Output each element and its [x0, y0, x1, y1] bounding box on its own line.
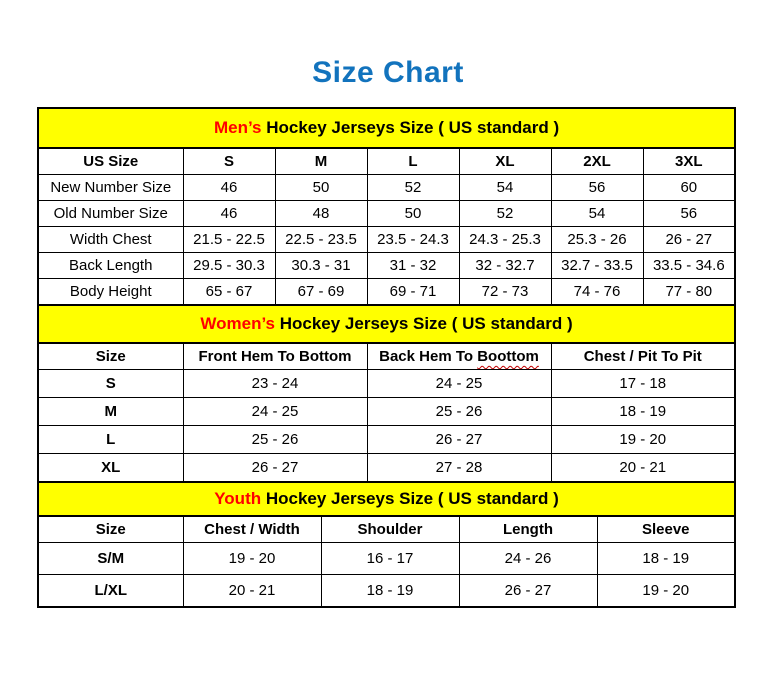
mens-banner-highlight: Men’s [213, 118, 262, 137]
youth-col-header-shoulder: Shoulder [321, 516, 459, 543]
mens-header-row [38, 148, 735, 175]
table-cell: 52 [459, 201, 551, 227]
womens-banner-text: Hockey Jerseys Size ( US standard ) [275, 314, 573, 333]
table-cell: 32.7 - 33.5 [551, 253, 643, 279]
table-row-new-number-size [38, 175, 735, 201]
table-cell: 25.3 - 26 [551, 227, 643, 253]
table-cell: 72 - 73 [459, 279, 551, 306]
table-cell: 54 [459, 175, 551, 201]
youth-banner-text: Hockey Jerseys Size ( US standard ) [261, 489, 559, 508]
table-row-back-length [38, 253, 735, 279]
womens-size-table [37, 304, 736, 483]
table-cell: 54 [551, 201, 643, 227]
men-col-header-xl: XL [459, 148, 551, 175]
row-label: L [38, 426, 183, 454]
men-col-header-m: M [275, 148, 367, 175]
table-cell: 50 [275, 175, 367, 201]
table-row-body-height [38, 279, 735, 306]
women-col-header-chest: Chest / Pit To Pit [551, 343, 735, 370]
table-cell: 24 - 25 [367, 370, 551, 398]
table-cell: 23 - 24 [183, 370, 367, 398]
table-cell: 19 - 20 [551, 426, 735, 454]
men-col-header-2xl: 2XL [551, 148, 643, 175]
table-cell: 32 - 32.7 [459, 253, 551, 279]
row-label: L/XL [38, 575, 183, 608]
table-cell: 48 [275, 201, 367, 227]
table-cell: 25 - 26 [367, 398, 551, 426]
table-row-women-xl [38, 454, 735, 483]
table-row-old-number-size [38, 201, 735, 227]
table-cell: 21.5 - 22.5 [183, 227, 275, 253]
womens-section-header [38, 305, 735, 343]
women-col-header-size: Size [38, 343, 183, 370]
size-chart-container [37, 107, 734, 608]
youth-col-header-chest-width: Chest / Width [183, 516, 321, 543]
mens-banner-text: Hockey Jerseys Size ( US standard ) [261, 118, 560, 137]
table-cell: 33.5 - 34.6 [643, 253, 735, 279]
table-row-youth-sm [38, 543, 735, 575]
table-cell: 50 [367, 201, 459, 227]
table-row-women-l [38, 426, 735, 454]
table-row-women-m [38, 398, 735, 426]
table-cell: 31 - 32 [367, 253, 459, 279]
youth-banner-highlight: Youth [214, 489, 262, 508]
table-cell: 20 - 21 [183, 575, 321, 608]
table-cell: 16 - 17 [321, 543, 459, 575]
table-cell: 26 - 27 [183, 454, 367, 483]
table-cell: 26 - 27 [367, 426, 551, 454]
table-cell: 65 - 67 [183, 279, 275, 306]
row-label: New Number Size [38, 175, 183, 201]
table-cell: 19 - 20 [597, 575, 735, 608]
table-cell: 56 [643, 201, 735, 227]
row-label: Body Height [38, 279, 183, 306]
table-cell: 23.5 - 24.3 [367, 227, 459, 253]
men-col-header-us-size: US Size [38, 148, 183, 175]
men-col-header-s: S [183, 148, 275, 175]
youth-section-header [38, 482, 735, 516]
table-cell: 18 - 19 [597, 543, 735, 575]
row-label: S [38, 370, 183, 398]
table-cell: 18 - 19 [321, 575, 459, 608]
womens-banner-highlight: Women’s [200, 314, 275, 333]
youth-size-table [37, 481, 736, 608]
row-label: Width Chest [38, 227, 183, 253]
table-cell: 60 [643, 175, 735, 201]
womens-banner-row [38, 305, 735, 343]
table-cell: 46 [183, 175, 275, 201]
table-cell: 52 [367, 175, 459, 201]
row-label: S/M [38, 543, 183, 575]
mens-section-header [38, 108, 735, 148]
mens-size-table [37, 107, 736, 306]
youth-col-header-sleeve: Sleeve [597, 516, 735, 543]
table-cell: 24 - 26 [459, 543, 597, 575]
mens-banner-row [38, 108, 735, 148]
men-col-header-l: L [367, 148, 459, 175]
row-label: Old Number Size [38, 201, 183, 227]
table-cell: 29.5 - 30.3 [183, 253, 275, 279]
table-cell: 30.3 - 31 [275, 253, 367, 279]
womens-header-row [38, 343, 735, 370]
row-label: Back Length [38, 253, 183, 279]
table-cell: 17 - 18 [551, 370, 735, 398]
table-row-youth-lxl [38, 575, 735, 608]
row-label: XL [38, 454, 183, 483]
table-cell: 27 - 28 [367, 454, 551, 483]
table-cell: 24 - 25 [183, 398, 367, 426]
page-title: Size Chart [312, 56, 464, 89]
table-cell: 25 - 26 [183, 426, 367, 454]
table-cell: 26 - 27 [459, 575, 597, 608]
women-col-header-front-hem: Front Hem To Bottom [183, 343, 367, 370]
youth-header-row [38, 516, 735, 543]
men-col-header-3xl: 3XL [643, 148, 735, 175]
back-hem-header-prefix: Back Hem To [379, 348, 478, 365]
table-cell: 56 [551, 175, 643, 201]
back-hem-header-misspelled-word: Boottom [477, 348, 539, 365]
table-cell: 46 [183, 201, 275, 227]
row-label: M [38, 398, 183, 426]
youth-col-header-length: Length [459, 516, 597, 543]
table-cell: 19 - 20 [183, 543, 321, 575]
table-cell: 77 - 80 [643, 279, 735, 306]
table-cell: 22.5 - 23.5 [275, 227, 367, 253]
youth-col-header-size: Size [38, 516, 183, 543]
youth-banner-row [38, 482, 735, 516]
table-row-women-s [38, 370, 735, 398]
table-cell: 24.3 - 25.3 [459, 227, 551, 253]
table-cell: 26 - 27 [643, 227, 735, 253]
table-cell: 69 - 71 [367, 279, 459, 306]
table-cell: 18 - 19 [551, 398, 735, 426]
table-cell: 74 - 76 [551, 279, 643, 306]
women-col-header-back-hem [367, 343, 551, 370]
table-cell: 67 - 69 [275, 279, 367, 306]
table-cell: 20 - 21 [551, 454, 735, 483]
table-row-width-chest [38, 227, 735, 253]
